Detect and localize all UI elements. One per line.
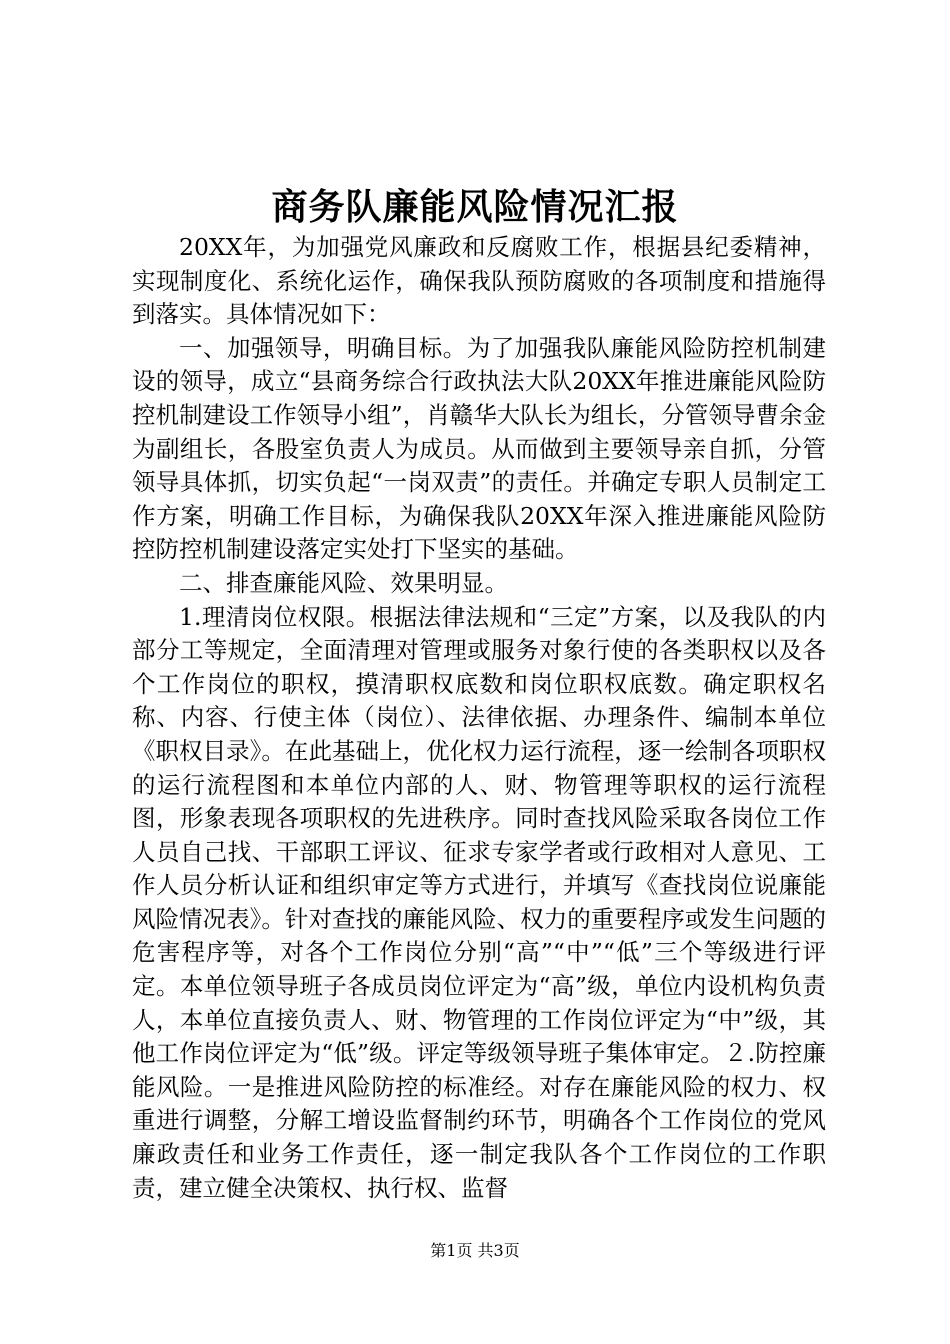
document-body bbox=[132, 231, 826, 1205]
document-title: 商务队廉能风险情况汇报 bbox=[271, 186, 679, 228]
paragraph-section-2-body: 1.理清岗位权限。根据法律法规和“三定”方案，以及我队的内部分工等规定，全面清理对管理或服务对象行使的各类职权以及各个工作岗位的职权，摸清职权底数和岗位职权底数。确定职权名称、内容、行使主体（岗位）、法律依据、办理条件、编制本单位《职权目录》。在此基础上，优化权力运行流程，逐一绘制各项职权的运行流程图和本单位内部的人、财、物管理等职权的运行流程图，形象表现各项职权的先进秩序。同时查找风险采取各岗位工作人员自己找、干部职工评议、征求专家学者或行政相对人意见、工作人员分析认证和组织审定等方式进行，并填写《查找岗位说廉能风险情况表》。针对查找的廉能风险、权力的重要程序或发生问题的危害程序等，对各个工作岗位分别“高”“中”“低”三个等级进行评定。本单位领导班子各成员岗位评定为“高”级，单位内设机构负责人，本单位直接负责人、财、物管理的工作岗位评定为“中”级，其他工作岗位评定为“低”级。评定等级领导班子集体审定。２.防控廉能风险。一是推进风险防控的标准经。对存在廉能风险的权力、权重进行调整，分解工增设监督制约环节，明确各个工作岗位的党风廉政责任和业务工作责任，逐一制定我队各个工作岗位的工作职责，建立健全决策权、执行权、监督 bbox=[132, 602, 826, 1202]
page-number-footer: 第1页 共3页 bbox=[430, 1241, 520, 1260]
paragraph-section-2-heading: 二、排查廉能风险、效果明显。 bbox=[179, 568, 508, 597]
paragraph-intro: 20XX年，为加强党风廉政和反腐败工作，根据县纪委精神，实现制度化、系统化运作，确保我队预防腐败的各项制度和措施得到落实。具体情况如下： bbox=[132, 233, 826, 329]
paragraph-section-1: 一、加强领导，明确目标。为了加强我队廉能风险防控机制建设的领导，成立“县商务综合行政执法大队20XX年推进廉能风险防控机制建设工作领导小组”，肖赣华大队长为组长，分管领导曹余金为副组长，各股室负责人为成员。从而做到主要领导亲自抓，分管领导具体抓，切实负起“一岗双责”的责任。并确定专职人员制定工作方案，明确工作目标，为确保我队20XX年深入推进廉能风险防控防控机制建设落定实处打下坚实的基础。 bbox=[132, 333, 826, 564]
